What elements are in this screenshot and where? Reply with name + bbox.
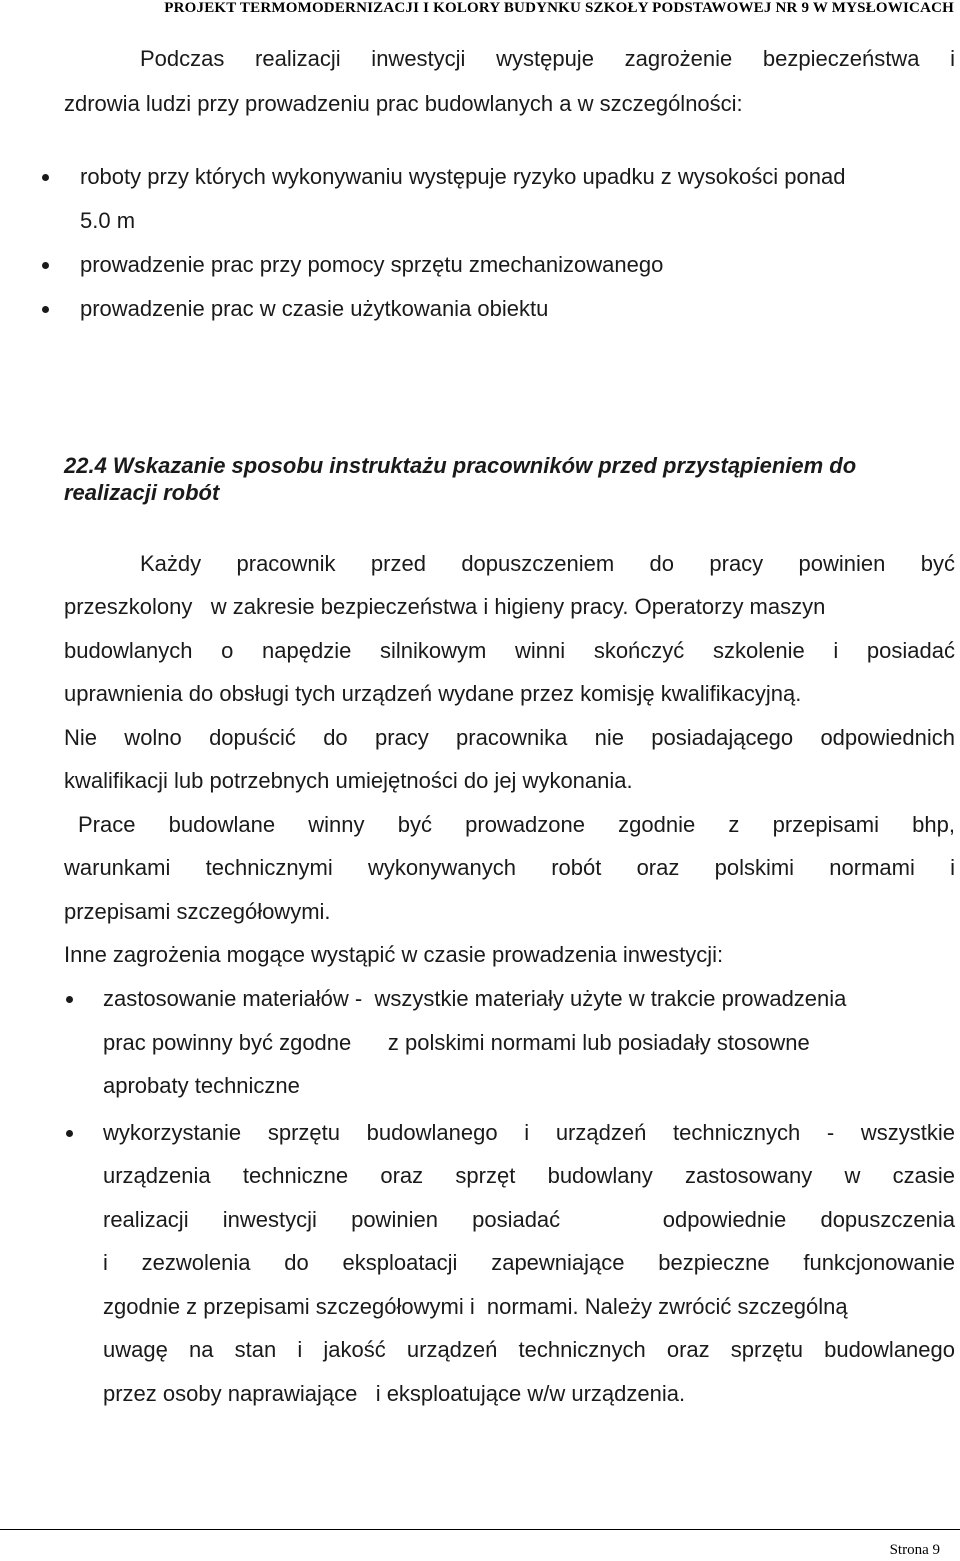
other-hazard-2-line-6: uwagę na stan i jakość urządzeń technicznych oraz sprzętu budowlanego [103, 1337, 955, 1362]
hazard-item-3: prowadzenie prac w czasie użytkowania obiektu [80, 296, 549, 321]
paragraph2-line-3: przepisami szczegółowymi. [64, 899, 331, 924]
paragraph1-line-3: budowlanych o napędzie silnikowym winni skończyć szkolenie i posiadać [64, 638, 955, 663]
other-hazard-1-line-3: aprobaty techniczne [103, 1073, 300, 1098]
paragraph1-line-6: kwalifikacji lub potrzebnych umiejętności do jej wykonania. [64, 768, 633, 793]
hazard-item-1-line-1: roboty przy których wykonywaniu występuje ryzyko upadku z wysokości ponad [80, 164, 846, 189]
intro-line-2: zdrowia ludzi przy prowadzeniu prac budowlanych a w szczególności: [64, 91, 743, 116]
paragraph1-line-5: Nie wolno dopuścić do pracy pracownika nie posiadającego odpowiednich [64, 725, 955, 750]
paragraph1-line-2: przeszkolony w zakresie bezpieczeństwa i higieny pracy. Operatorzy maszyn [64, 594, 826, 619]
section-heading [64, 452, 944, 506]
other-hazard-1-line-1: zastosowanie materiałów - wszystkie materiały użyte w trakcie prowadzenia [103, 986, 847, 1011]
header-title: PROJEKT TERMOMODERNIZACJI I KOLORY BUDYNKU SZKOŁY PODSTAWOWEJ NR 9 W MYSŁOWICACH [164, 0, 954, 16]
other-hazard-2-line-7: przez osoby naprawiające i eksploatujące w/w urządzenia. [103, 1381, 686, 1406]
paragraph2-line-2: warunkami technicznymi wykonywanych robót oraz polskimi normami i [64, 855, 955, 880]
section-heading-line-2: realizacji robót [64, 480, 220, 505]
document-header [0, 0, 960, 18]
intro-line-1: Podczas realizacji inwestycji występuje zagrożenie bezpieczeństwa i [140, 46, 955, 71]
other-hazard-2-line-2: urządzenia techniczne oraz sprzęt budowlany zastosowany w czasie [103, 1163, 955, 1188]
other-hazard-1-line-2: prac powinny być zgodne z polskimi normami lub posiadały stosowne [103, 1030, 810, 1055]
other-hazard-2-line-4: i zezwolenia do eksploatacji zapewniające bezpieczne funkcjonowanie [103, 1250, 955, 1275]
other-hazards-intro: Inne zagrożenia mogące wystąpić w czasie prowadzenia inwestycji: [64, 942, 724, 967]
bullet-icon [42, 262, 49, 269]
paragraph1-line-4: uprawnienia do obsługi tych urządzeń wydane przez komisję kwalifikacyjną. [64, 681, 802, 706]
bullet-icon [42, 306, 49, 313]
other-hazard-2-line-5: zgodnie z przepisami szczegółowymi i normami. Należy zwrócić szczególną [103, 1294, 848, 1319]
other-hazard-2-line-1: wykorzystanie sprzętu budowlanego i urządzeń technicznych - wszystkie [103, 1120, 955, 1145]
bullet-icon [66, 1130, 73, 1137]
paragraph2-line-1: Prace budowlane winny być prowadzone zgodnie z przepisami bhp, [78, 812, 955, 837]
bullet-icon [42, 174, 49, 181]
paragraph1-line-1: Każdy pracownik przed dopuszczeniem do pracy powinien być [140, 551, 955, 576]
hazard-item-1-line-2: 5.0 m [80, 208, 136, 233]
bullet-icon [66, 996, 73, 1003]
other-hazard-2-line-3: realizacji inwestycji powinien posiadać odpowiednie dopuszczenia [103, 1207, 955, 1232]
footer-divider [0, 1529, 960, 1530]
page-number: Strona 9 [889, 1542, 940, 1558]
hazard-item-2: prowadzenie prac przy pomocy sprzętu zmechanizowanego [80, 252, 664, 277]
section-heading-line-1: 22.4 Wskazanie sposobu instruktażu pracowników przed przystąpieniem do [64, 453, 857, 478]
